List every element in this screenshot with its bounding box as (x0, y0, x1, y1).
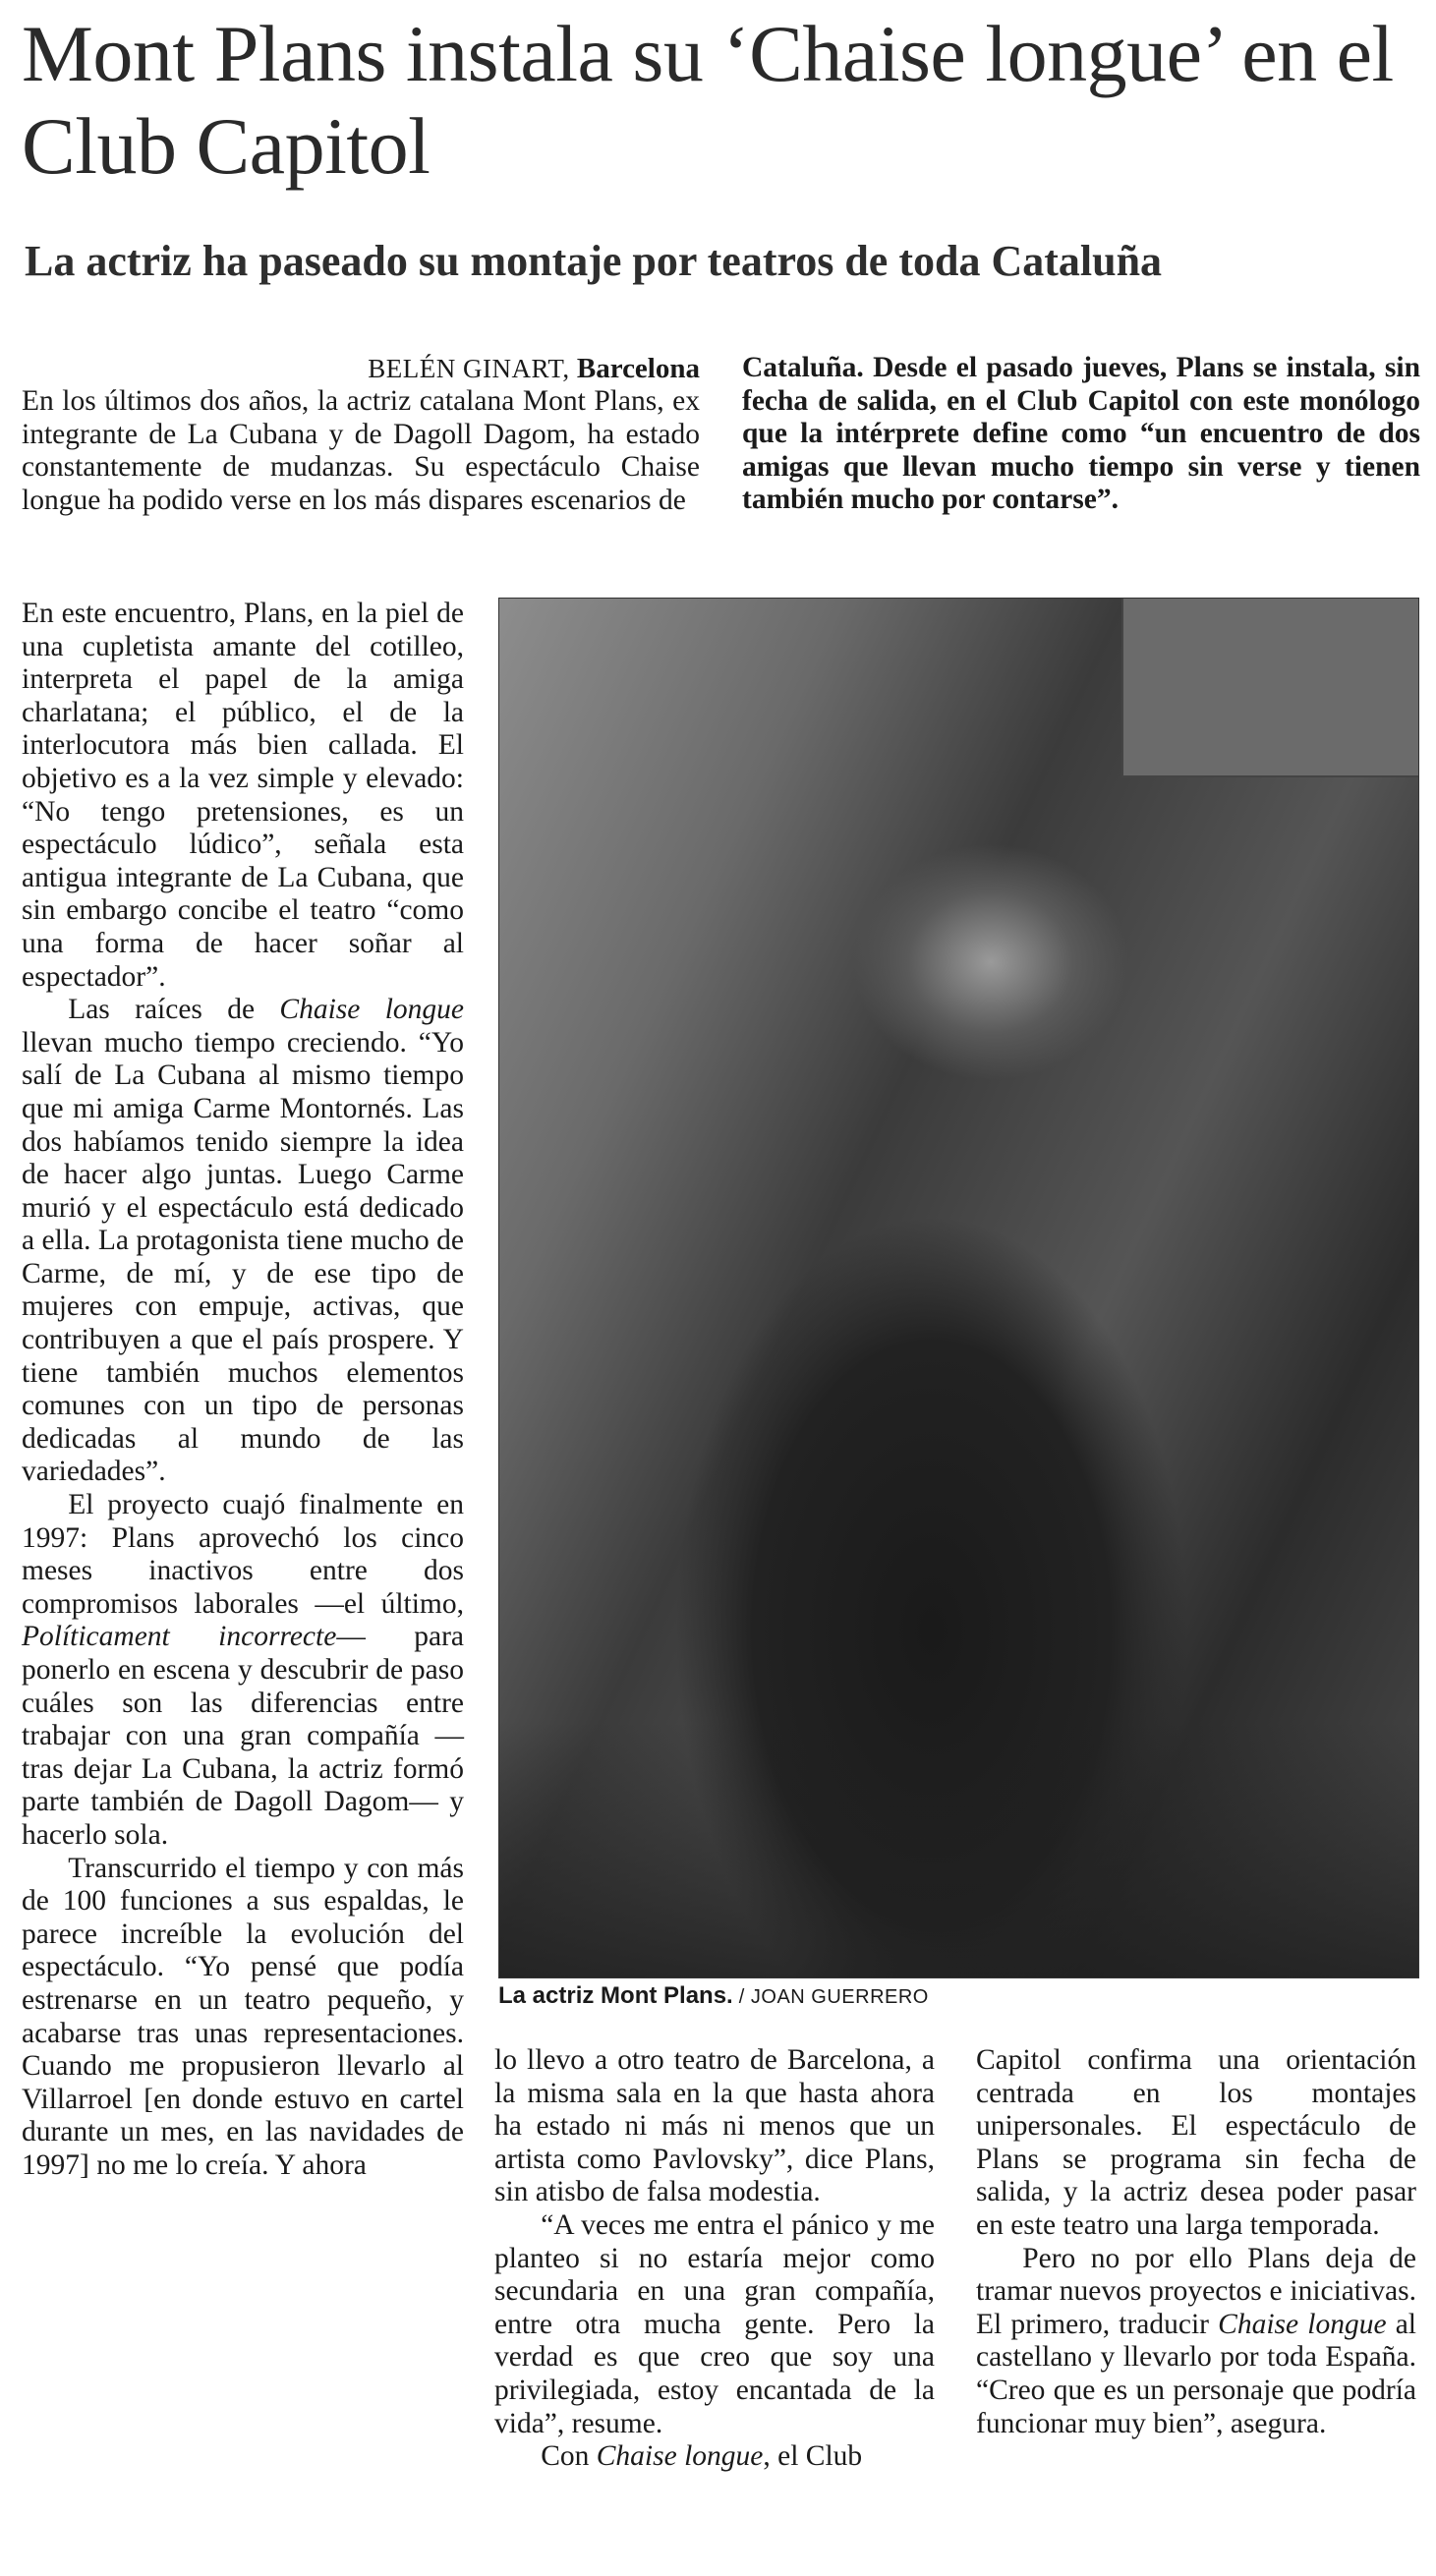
work-title: Chaise longue (596, 2440, 764, 2473)
body-paragraph: lo llevo a otro teatro de Barcelona, a la misma sala en la que hasta ahora ha estado ni más ni menos que un artista como Pavlovsky”, dice Plans, sin atisbo de falsa modestia. (494, 2044, 935, 2208)
body-column-right (976, 2044, 1416, 2440)
work-title: Políticament incorrecte (22, 1621, 337, 1653)
intro-column-left (22, 352, 700, 517)
byline-city: Barcelona (576, 353, 700, 384)
body-paragraph: En este encuentro, Plans, en la piel de una cupletista amante del cotilleo, interpreta el papel de la amiga charlatana; el público, el de la interlocutora más bien callada. El objetivo es a la vez simple y elevado: “No tengo pretensiones, es un espectáculo lúdico”, señala esta antigua integrante de La Cubana, que sin embargo concibe el teatro “como una forma de hacer soñar al espectador”. (22, 598, 464, 993)
text-run: Con (541, 2440, 597, 2473)
body-paragraph: Transcurrido el tiempo y con más de 100 funciones a sus espaldas, le parece increíble la evolución del espectáculo. “Yo pensé que podía estrenarse en un teatro pequeño, y acabarse tras unas representaciones. Cuando me propusieron llevarlo al Villarroel [en donde estuvo en cartel durante un mes, en las navidades de 1997] no me lo creía. Y ahora (22, 1852, 464, 2181)
headline: Mont Plans instala su ‘Chaise longue’ en el Club Capitol (22, 9, 1394, 191)
body-column-left (22, 598, 464, 2183)
text-run: — para ponerlo en escena y descubrir de paso cuáles son las diferencias entre trabajar con una gran compañía —tras dejar La Cubana, la actriz formó parte también de Dagoll Dagom— y hacerlo sola. (22, 1621, 465, 1851)
text-run: Las raíces de (68, 994, 280, 1026)
caption-text: La actriz Mont Plans. (498, 1982, 733, 2009)
intro-paragraph-left: En los últimos dos años, la actriz catalana Mont Plans, ex integrante de La Cubana y de Dagoll Dagom, ha estado constantemente de mudanzas. Su espectáculo Chaise longue ha podido verse en los más dispares escenarios de (22, 385, 700, 516)
body-paragraph (976, 2243, 1416, 2441)
subheadline: La actriz ha paseado su montaje por teatros de toda Cataluña (25, 237, 1163, 285)
byline-author: BELÉN GINART, (368, 354, 570, 383)
photo-caption (498, 1981, 1417, 2012)
text-run: llevan mucho tiempo creciendo. “Yo salí de La Cubana al mismo tiempo que mi amiga Carme Montornés. Las dos habíamos tenido siempre la idea de hacer algo juntas. Luego Carme murió y el espectáculo está dedicado a ella. La protagonista tiene mucho de Carme, de mí, y de ese tipo de mujeres con empuje, activas, que contribuyen a que el país prospere. Y tiene también muchos elementos comunes con un tipo de personas dedicadas al mundo de las variedades”. (22, 1026, 464, 1488)
intro-column-right (742, 352, 1420, 517)
byline (22, 352, 700, 385)
body-paragraph: Capitol confirma una orientación centrada en los montajes unipersonales. El espectáculo de Plans se programa sin fecha de salida, y la actriz desea poder pasar en este teatro una larga temporada. (976, 2044, 1416, 2241)
body-column-middle (494, 2044, 935, 2474)
body-paragraph (494, 2440, 935, 2474)
body-paragraph (22, 994, 464, 1489)
photo-wall-detail (1121, 599, 1418, 777)
body-paragraph (22, 1489, 464, 1853)
work-title: Chaise longue (1218, 2308, 1387, 2340)
work-title: Chaise longue (279, 994, 464, 1026)
text-run: El proyecto cuajó finalmente en 1997: Plans aprovechó los cinco meses inactivos entre dos compromisos laborales —el último, (22, 1489, 464, 1620)
body-paragraph: “A veces me entra el pánico y me planteo si no estaría mejor como secundaria en una gran compañía, entre otra mucha gente. Pero la verdad es que creo que soy una privilegiada, estoy encantada de la vida”, resume. (494, 2208, 935, 2439)
text-run: Pero no por ello Plans deja de tramar nuevos proyectos e iniciativas. El primero, traducir (976, 2242, 1416, 2340)
text-run: , el Club (763, 2440, 863, 2473)
photo-floor-shadow (499, 1722, 1418, 1977)
text-run: al castellano y llevarlo por toda España. “Creo que es un personaje que podría funcionar muy bien”, asegura. (976, 2308, 1416, 2439)
intro-paragraph-right: Cataluña. Desde el pasado jueves, Plans se instala, sin fecha de salida, en el Club Capitol con este monólogo que la intérprete define como “un encuentro de dos amigas que llevan mucho tiempo sin verse y tienen también mucho por contarse”. (742, 352, 1420, 516)
caption-credit: / JOAN GUERRERO (732, 1986, 929, 2008)
article-photo (498, 598, 1419, 1978)
